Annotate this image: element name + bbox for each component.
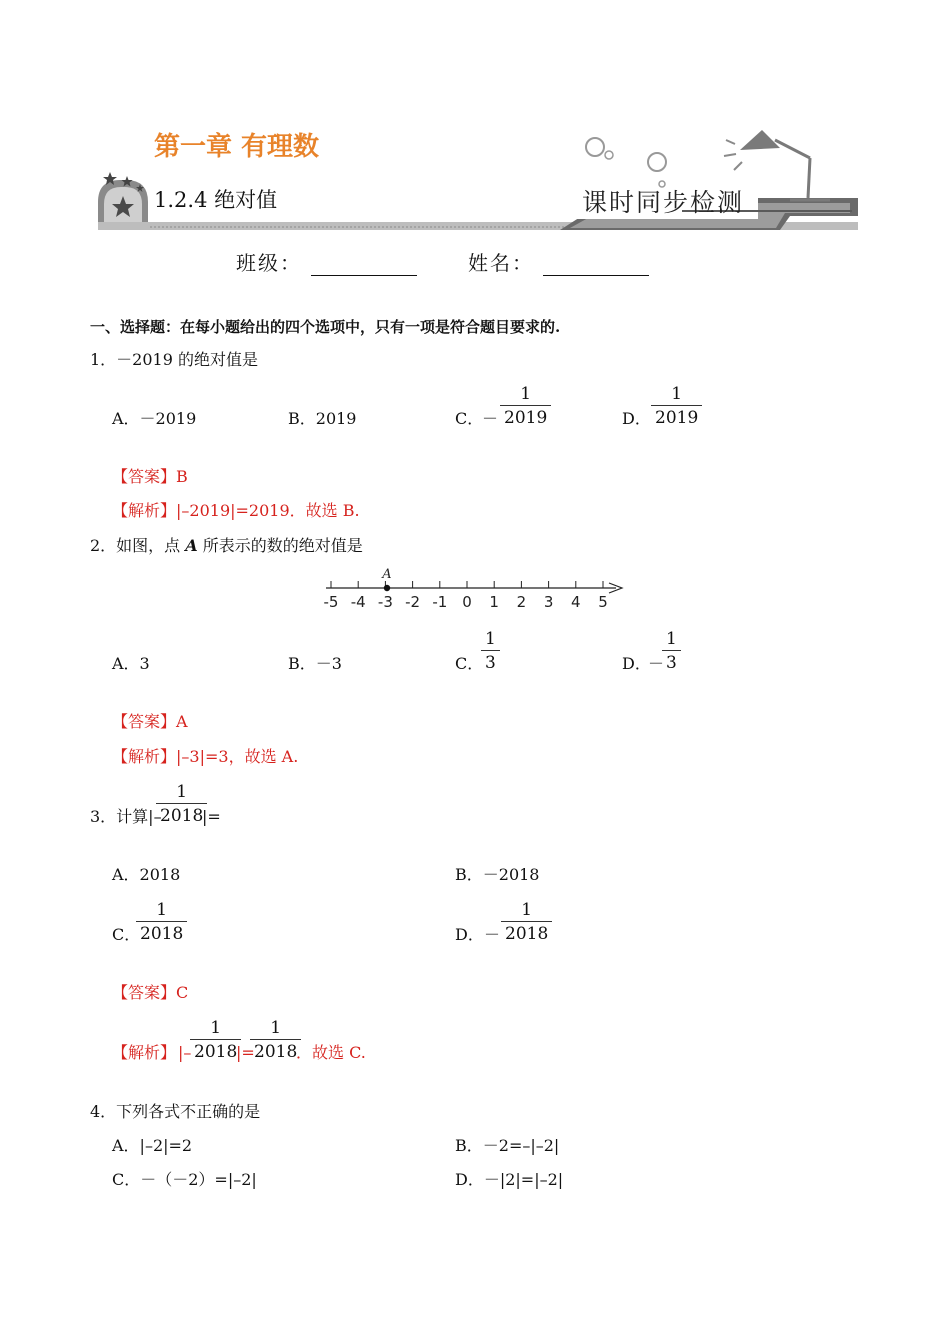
fraction-numerator: 1 — [270, 1018, 282, 1038]
q2-option-b[interactable]: B．－3 — [288, 654, 342, 673]
number-line-tick-label: 5 — [598, 593, 608, 611]
q4-option-b[interactable]: B．－2=–|–2| — [455, 1136, 560, 1155]
section-intro: 一、选择题：在每小题给出的四个选项中，只有一项是符合题目要求的. — [90, 318, 561, 336]
name-field — [468, 250, 649, 276]
q1-option-d-fraction — [651, 383, 702, 429]
fraction-numerator: 1 — [156, 900, 168, 920]
banner-title: 课时同步检测 — [582, 188, 745, 217]
number-line-tick-label: 4 — [571, 593, 581, 611]
q2-option-d-sign: － — [648, 654, 665, 673]
fraction-denominator: 3 — [662, 650, 681, 674]
q3-option-a[interactable]: A．2018 — [112, 865, 181, 884]
name-blank[interactable] — [543, 255, 649, 276]
fraction-numerator: 1 — [666, 629, 677, 649]
q3-stem-post: |= — [202, 807, 221, 826]
q3-analysis-fraction-2 — [250, 1017, 301, 1063]
q3-option-b[interactable]: B．－2018 — [455, 865, 540, 884]
q2-option-d-label[interactable]: D． — [622, 654, 651, 673]
q2-analysis — [112, 747, 298, 767]
number-line-tick-label: 3 — [543, 593, 554, 611]
section-title: 1.2.4 绝对值 — [154, 188, 278, 212]
fraction-numerator: 1 — [210, 1018, 222, 1038]
q1-analysis — [112, 501, 360, 521]
bubble-icon — [586, 138, 604, 156]
number-line-tick-label: 2 — [516, 593, 527, 611]
q4-option-c[interactable]: C．－（－2）=|–2| — [112, 1170, 257, 1189]
q2-option-a[interactable]: A．3 — [112, 654, 150, 673]
number-line-tick-label: 0 — [462, 593, 472, 611]
q1-stem: 1．－2019 的绝对值是 — [90, 350, 258, 369]
q3-option-c-fraction — [136, 899, 187, 945]
q2-stem — [90, 536, 363, 556]
q3-option-d-label[interactable]: D． — [455, 925, 484, 944]
q2-option-d-fraction — [662, 628, 681, 674]
q3-option-d-fraction — [501, 899, 552, 945]
q4-stem: 4．下列各式不正确的是 — [90, 1102, 261, 1121]
q4-option-d[interactable]: D．－|2|=|–2| — [455, 1170, 564, 1189]
fraction-denominator: 3 — [481, 650, 500, 674]
page-header — [90, 110, 865, 235]
number-line-tick-label: -5 — [323, 593, 339, 611]
q3-analysis-mid: |= — [236, 1043, 255, 1062]
point-a-label: A — [382, 567, 392, 582]
analysis-tag: 【解析】 — [112, 747, 177, 766]
fraction-denominator: 2019 — [651, 405, 702, 429]
q2-stem-pre: 2．如图，点 — [90, 536, 181, 555]
q2-stem-post: 所表示的数的绝对值是 — [202, 536, 363, 555]
name-label: 姓名： — [468, 251, 534, 275]
number-line — [318, 563, 628, 613]
fraction-denominator: 2018 — [250, 1039, 301, 1063]
q2-stem-var: A — [185, 536, 198, 555]
fraction-denominator: 2019 — [500, 405, 551, 429]
q1-option-b[interactable]: B．2019 — [288, 409, 357, 428]
q3-analysis-post: ．故选 C. — [296, 1043, 366, 1062]
fraction-denominator: 2018 — [136, 921, 187, 945]
analysis-text: |–3|=3，故选 A. — [176, 747, 299, 766]
number-line-tick-label: -2 — [405, 593, 421, 611]
number-line-tick-label: -3 — [377, 593, 393, 611]
number-line-tick-label: -4 — [350, 593, 366, 611]
number-line-tick-label: 1 — [489, 593, 499, 611]
fraction-numerator: 1 — [176, 782, 188, 802]
fraction-numerator: 1 — [485, 629, 496, 649]
q3-analysis-fraction-1 — [190, 1017, 241, 1063]
q1-option-a[interactable]: A．－2019 — [112, 409, 197, 428]
q2-option-c-label[interactable]: C． — [455, 654, 484, 673]
class-label: 班级： — [236, 251, 302, 275]
desk-lamp-icon — [775, 140, 830, 200]
fraction-denominator: 2018 — [190, 1039, 241, 1063]
q2-answer: 【答案】A — [112, 712, 188, 731]
number-line-tick-label: -1 — [432, 593, 448, 611]
q3-answer: 【答案】C — [112, 983, 189, 1002]
analysis-tag: 【解析】 — [112, 501, 177, 520]
class-field — [236, 250, 417, 276]
q1-option-c-fraction — [500, 383, 551, 429]
q1-option-c-sign: － — [482, 409, 499, 428]
fraction-numerator: 1 — [671, 384, 683, 404]
q3-analysis-tag: 【解析】 — [112, 1043, 177, 1062]
q3-stem-fraction — [156, 781, 207, 827]
q1-answer: 【答案】B — [112, 467, 188, 486]
point-a-dot — [384, 585, 390, 591]
chapter-title: 第一章 有理数 — [154, 132, 320, 162]
fraction-denominator: 2018 — [156, 803, 207, 827]
star-badge-icon — [98, 172, 148, 228]
fraction-numerator: 1 — [521, 900, 533, 920]
q4-option-a[interactable]: A．|–2|=2 — [112, 1136, 193, 1155]
q3-analysis-pre: |– — [178, 1043, 192, 1062]
header-decoration — [90, 110, 865, 235]
analysis-text: |–2019|=2019．故选 B. — [176, 501, 360, 520]
fraction-denominator: 2018 — [501, 921, 552, 945]
class-blank[interactable] — [311, 255, 417, 276]
q3-stem-pre: 3．计算|– — [90, 807, 162, 826]
q3-option-d-sign: － — [484, 925, 501, 944]
q2-option-c-fraction — [481, 628, 500, 674]
q3-option-c-label[interactable]: C． — [112, 925, 141, 944]
fraction-numerator: 1 — [520, 384, 532, 404]
q1-option-d-label[interactable]: D． — [622, 409, 651, 428]
q1-option-c-label[interactable]: C． — [455, 409, 484, 428]
